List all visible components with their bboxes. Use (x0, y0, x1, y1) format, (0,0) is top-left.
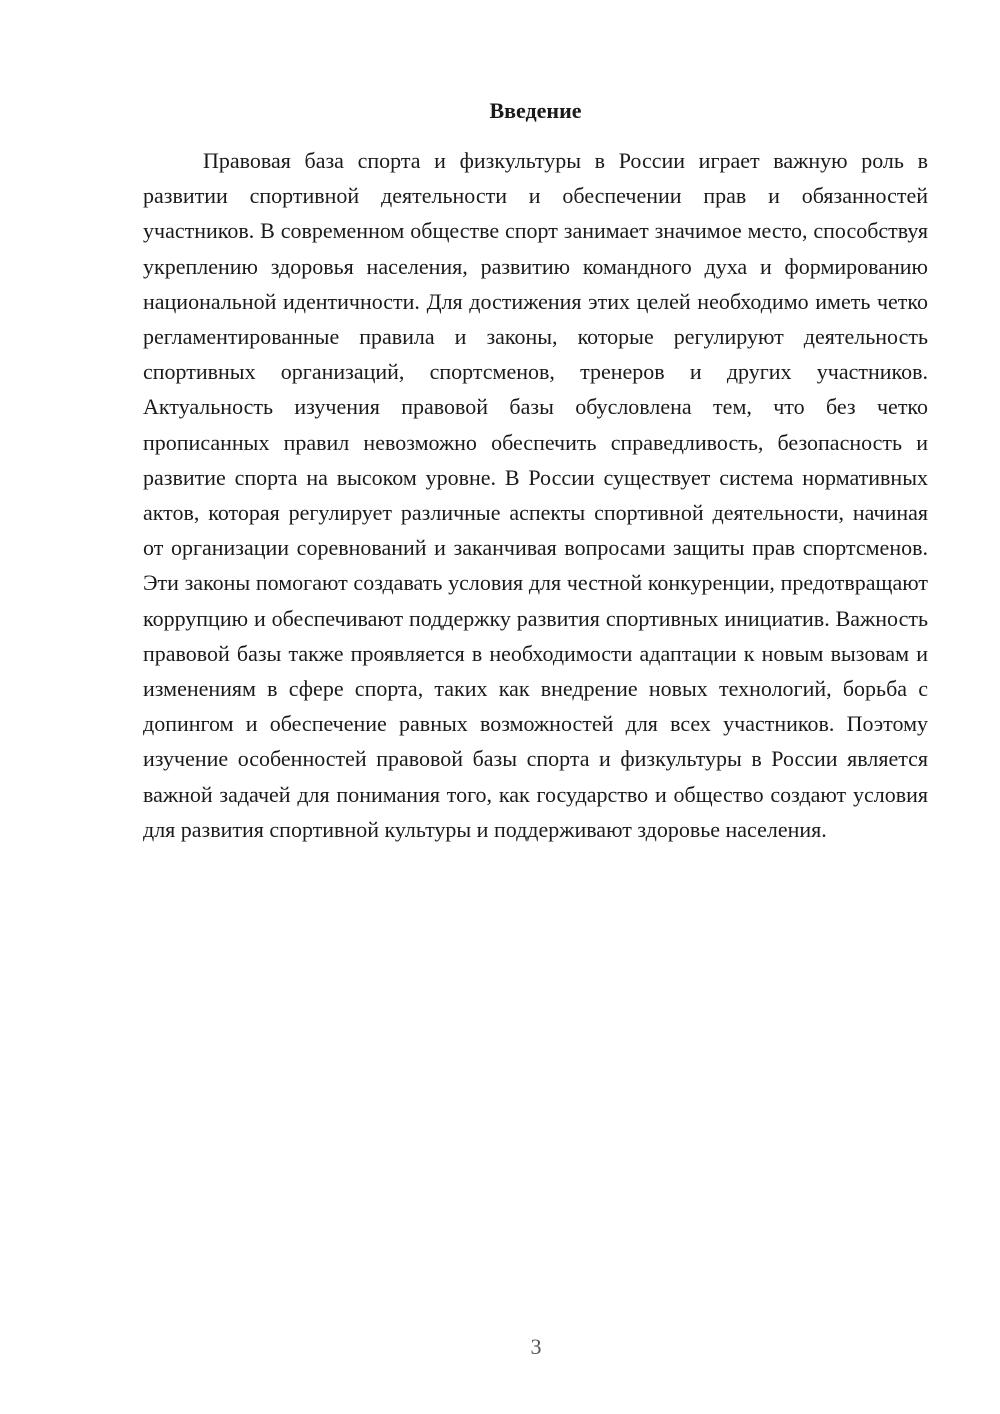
body-paragraph: Правовая база спорта и физкультуры в России играет важную роль в развитии спортивной деятельности и обеспечении прав и обязанностей участников. В современном обществе спорт занимает значимое место, способствуя укреплению здоровья населения, развитию командного духа и формированию национальной идентичности. Для достижения этих целей необходимо иметь четко регламентированные правила и законы, которые регулируют деятельность спортивных организаций, спортсменов, тренеров и других участников. Актуальность изучения правовой базы обусловлена тем, что без четко прописанных правил невозможно обеспечить справедливость, безопасность и развитие спорта на высоком уровне. В России существует система нормативных актов, которая регулирует различные аспекты спортивной деятельности, начиная от организации соревнований и заканчивая вопросами защиты прав спортсменов. Эти законы помогают создавать условия для честной конкуренции, предотвращают коррупцию и обеспечивают поддержку развития спортивных инициатив. Важность правовой базы также проявляется в необходимости адаптации к новым вызовам и изменениям в сфере спорта, таких как внедрение новых технологий, борьба с допингом и обеспечение равных возможностей для всех участников. Поэтому изучение особенностей правовой базы спорта и физкультуры в России является важной задачей для понимания того, как государство и общество создают условия для развития спортивной культуры и поддерживают здоровье населения. (143, 148, 928, 842)
page-number: 3 (530, 1334, 542, 1359)
section-heading: Введение (489, 98, 582, 123)
